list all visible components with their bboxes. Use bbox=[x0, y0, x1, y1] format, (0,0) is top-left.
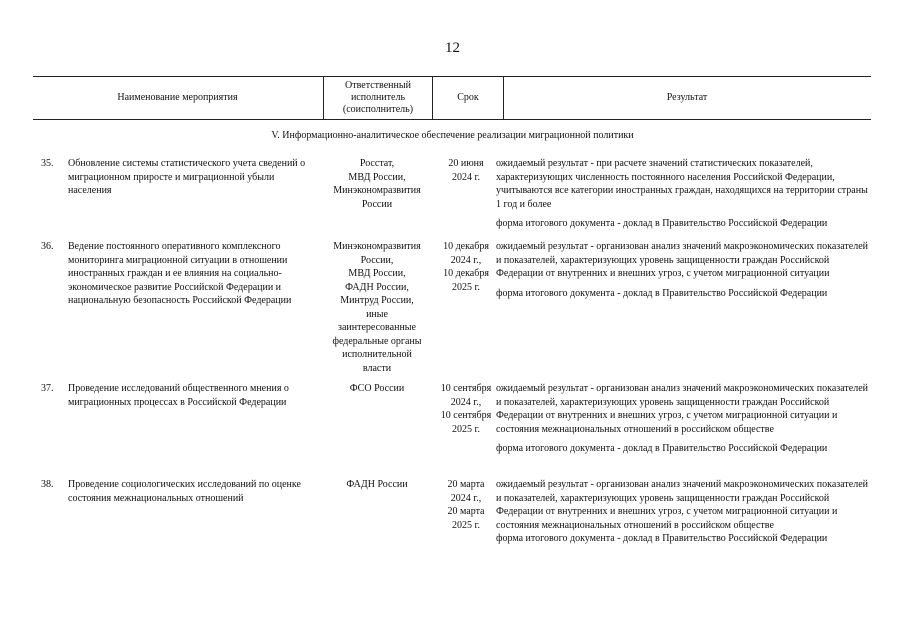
row-name: Ведение постоянного оперативного комплексного мониторинга миграционной ситуации в отношении иностранных граждан и ее влияния на социально-экономическое развитие Российской Федерации и национальную безопасность Российской Федерации bbox=[68, 241, 292, 306]
row-term: 20 июня 2024 г. bbox=[448, 158, 484, 183]
column-header-result: Результат bbox=[666, 92, 708, 103]
row-number: 35. bbox=[41, 158, 54, 169]
row-document-form: форма итогового документа - доклад в Правительство Российской Федерации bbox=[496, 533, 828, 544]
row-result bbox=[496, 382, 871, 456]
row-document-form: форма итогового документа - доклад в Правительство Российской Федерации bbox=[496, 287, 828, 299]
row-expected-result: ожидаемый результат - организован анализ значений макроэкономических показателей и показателей, характеризующих уровень защищенности граждан Российской Федерации от внутренних и внешних угроз, с учетом миграционной ситуации bbox=[496, 241, 869, 279]
row-name: Проведение исследований общественного мнения о миграционных процессах в Российской Федерации bbox=[68, 383, 289, 408]
row-result bbox=[496, 157, 871, 231]
row-term: 20 марта 2024 г., 20 марта 2025 г. bbox=[447, 479, 485, 531]
row-expected-result: ожидаемый результат - при расчете значений статистических показателей, характеризующих численность постоянного населения Российской Федерации, учитываются все категории иностранных граждан, находящихся на территории страны 1 год и более bbox=[496, 158, 868, 210]
table-header bbox=[33, 76, 871, 120]
row-responsible: Минэкономразвития России, МВД России, ФАДН России, Минтруд России, иные заинтересованные федеральные органы исполнительной власти bbox=[332, 241, 422, 374]
row-expected-result: ожидаемый результат - организован анализ значений макроэкономических показателей и показателей, характеризующих уровень защищенности граждан Российской Федерации от внутренних и внешних угроз, с учетом миграционной ситуации и состояния межнациональных отношений в российском обществе bbox=[496, 479, 869, 531]
column-header-name: Наименование мероприятия bbox=[117, 92, 238, 103]
column-header-term: Срок bbox=[432, 77, 504, 119]
row-document-form: форма итогового документа - доклад в Правительство Российской Федерации bbox=[496, 443, 828, 454]
row-number: 38. bbox=[41, 479, 54, 490]
row-term: 10 сентября 2024 г., 10 сентября 2025 г. bbox=[440, 383, 492, 435]
row-expected-result: ожидаемый результат - организован анализ значений макроэкономических показателей и показателей, характеризующих уровень защищенности граждан Российской Федерации от внутренних и внешних угроз, с учетом миграционной ситуации и состояния межнациональных отношений в российском обществе bbox=[496, 383, 869, 435]
column-header-responsible: Ответственный исполнитель (соисполнитель) bbox=[323, 77, 432, 119]
page-number: 12 bbox=[445, 40, 460, 56]
row-responsible: ФСО России bbox=[349, 383, 405, 394]
row-responsible: ФАДН России bbox=[346, 479, 408, 490]
row-name: Обновление системы статистического учета сведений о миграционном приросте и миграционной убыли населения bbox=[68, 158, 306, 196]
row-document-form: форма итогового документа - доклад в Правительство Российской Федерации bbox=[496, 218, 828, 229]
row-result bbox=[496, 478, 871, 546]
section-title: V. Информационно-аналитическое обеспечение реализации миграционной политики bbox=[271, 130, 634, 141]
row-responsible: Росстат, МВД России, Минэкономразвития России bbox=[333, 158, 421, 210]
row-term: 10 декабря 2024 г., 10 декабря 2025 г. bbox=[443, 241, 489, 293]
row-number: 36. bbox=[41, 241, 54, 252]
row-result bbox=[496, 240, 871, 300]
row-name: Проведение социологических исследований по оценке состояния межнациональных отношений bbox=[68, 479, 301, 504]
row-number: 37. bbox=[41, 383, 54, 394]
